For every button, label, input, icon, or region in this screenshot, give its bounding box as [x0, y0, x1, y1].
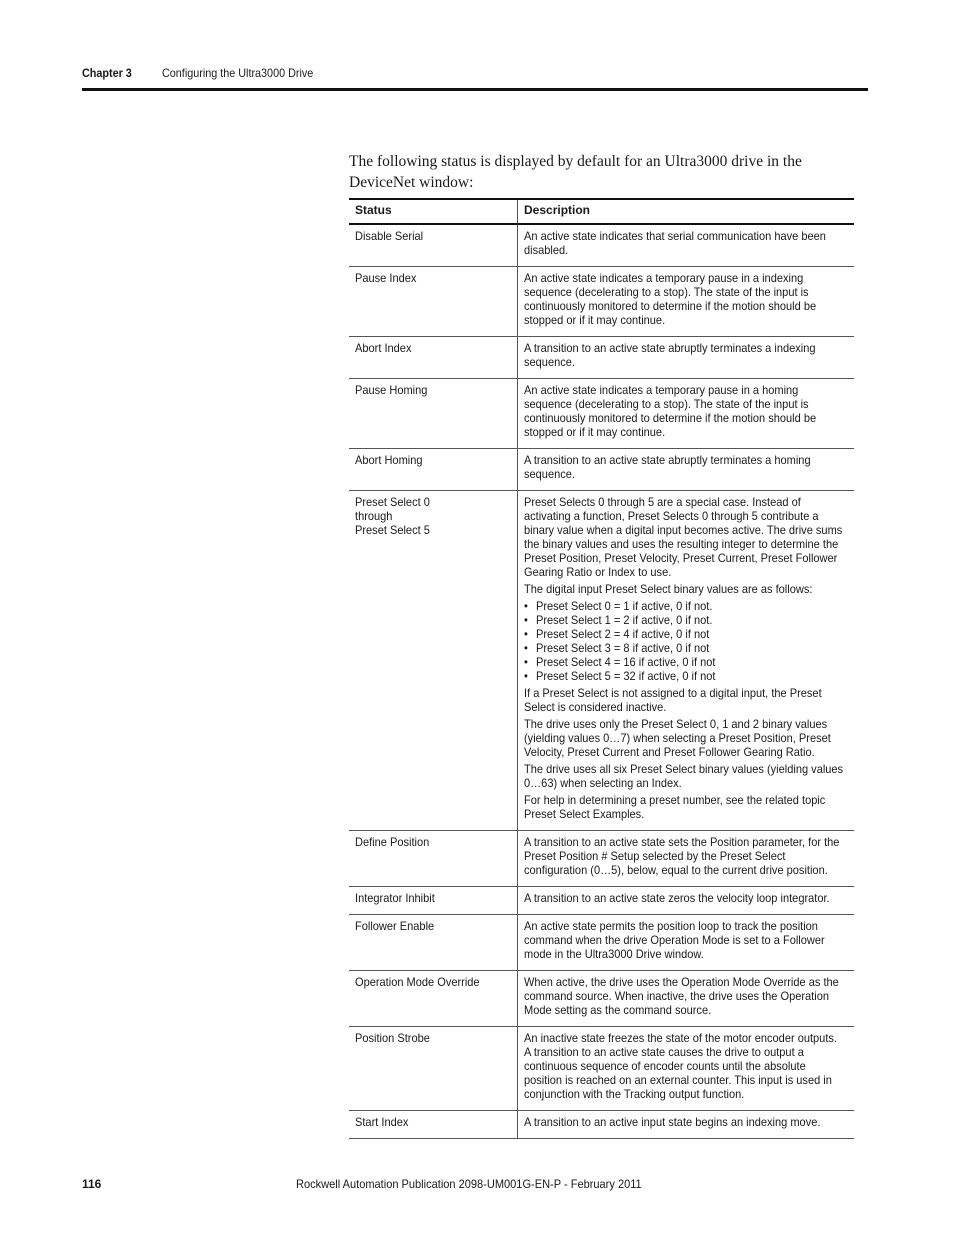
description-text: A transition to an active state abruptly terminates a indexing sequence. — [524, 341, 816, 369]
list-item: • Preset Select 1 = 2 if active, 0 if not. — [536, 613, 846, 627]
description-text: A transition to an active state zeros the velocity loop integrator. — [524, 891, 830, 905]
table-row — [349, 971, 854, 1027]
description-cell — [518, 1111, 855, 1139]
status-cell — [349, 915, 518, 971]
table-row — [349, 224, 854, 267]
status-cell — [349, 971, 518, 1027]
chapter-title: Configuring the Ultra3000 Drive — [162, 66, 314, 80]
list-item: • Preset Select 4 = 16 if active, 0 if not — [536, 655, 846, 669]
status-cell — [349, 1111, 518, 1139]
description-text: For help in determining a preset number, see the related topic Preset Select Examples. — [524, 793, 826, 821]
status-name: Preset Select 0 through Preset Select 5 — [355, 495, 430, 537]
status-cell — [349, 337, 518, 379]
description-text: An active state indicates that serial communication have been disabled. — [524, 229, 826, 257]
description-text: The drive uses all six Preset Select binary values (yielding values 0…63) when selecting an Index. — [524, 762, 844, 790]
column-header-status: Status — [349, 199, 518, 224]
status-name: Abort Homing — [355, 453, 423, 467]
status-name: Follower Enable — [355, 919, 435, 933]
description-text: A transition to an active state abruptly terminates a homing sequence. — [524, 453, 811, 481]
list-item: • Preset Select 3 = 8 if active, 0 if not — [536, 641, 846, 655]
table-row — [349, 267, 854, 337]
table-row — [349, 1027, 854, 1111]
status-cell — [349, 379, 518, 449]
status-name: Position Strobe — [355, 1031, 430, 1045]
table-row — [349, 379, 854, 449]
publication-info: Rockwell Automation Publication 2098-UM001G-EN-P - February 2011 — [296, 1177, 642, 1191]
description-cell — [518, 1027, 855, 1111]
description-text: When active, the drive uses the Operation Mode Override as the command source. When inactive, the drive uses the Operation Mode setting as the command source. — [524, 975, 839, 1017]
status-cell — [349, 831, 518, 887]
status-name: Start Index — [355, 1115, 409, 1129]
description-cell — [518, 224, 855, 267]
table-header-row — [349, 199, 854, 224]
status-name: Define Position — [355, 835, 430, 849]
description-cell — [518, 379, 855, 449]
status-name: Abort Index — [355, 341, 412, 355]
description-cell — [518, 887, 855, 915]
description-cell — [518, 915, 855, 971]
table-row — [349, 337, 854, 379]
description-text: The digital input Preset Select binary values are as follows: — [524, 582, 813, 596]
description-cell — [518, 267, 855, 337]
description-text: A transition to an active input state begins an indexing move. — [524, 1115, 821, 1129]
list-item: • Preset Select 2 = 4 if active, 0 if not — [536, 627, 846, 641]
status-cell — [349, 887, 518, 915]
header-rule — [82, 88, 868, 91]
description-text: An active state indicates a temporary pause in a indexing sequence (decelerating to a stop). The state of the input is continuously monitored to determine if the motion should be stopped or if it may continue. — [524, 271, 817, 327]
description-text: The drive uses only the Preset Select 0, 1 and 2 binary values (yielding values 0…7) when selecting a Preset Position, Preset Velocity, Preset Current and Preset Follower Gearing Ratio. — [524, 717, 831, 759]
description-cell — [518, 831, 855, 887]
status-name: Disable Serial — [355, 229, 424, 243]
description-text: A transition to an active state sets the Position parameter, for the Preset Position # Setup selected by the Preset Select configuration (0…5), below, equal to the current drive position. — [524, 835, 840, 877]
status-cell — [349, 267, 518, 337]
status-name: Integrator Inhibit — [355, 891, 435, 905]
chapter-label: Chapter 3 — [82, 66, 132, 80]
description-cell — [518, 491, 855, 831]
description-cell — [518, 449, 855, 491]
intro-paragraph: The following status is displayed by default for an Ultra3000 drive in the DeviceNet window: — [349, 152, 802, 191]
description-text: An active state permits the position loop to track the position command when the drive Operation Mode is set to a Follower mode in the Ultra3000 Drive window. — [524, 919, 825, 961]
table-row — [349, 887, 854, 915]
table-row — [349, 1111, 854, 1139]
status-cell — [349, 449, 518, 491]
description-text: If a Preset Select is not assigned to a digital input, the Preset Select is considered inactive. — [524, 686, 822, 714]
table-row — [349, 491, 854, 831]
description-cell — [518, 337, 855, 379]
list-item: • Preset Select 5 = 32 if active, 0 if not — [536, 669, 846, 683]
status-name: Pause Index — [355, 271, 417, 285]
description-text: An active state indicates a temporary pause in a homing sequence (decelerating to a stop). The state of the input is continuously monitored to determine if the motion should be stopped or if it may continue. — [524, 383, 817, 439]
table-row — [349, 449, 854, 491]
status-name: Pause Homing — [355, 383, 428, 397]
preset-value-list — [524, 599, 846, 683]
table-row — [349, 831, 854, 887]
status-name: Operation Mode Override — [355, 975, 480, 989]
status-cell — [349, 224, 518, 267]
description-text: An inactive state freezes the state of the motor encoder outputs. A transition to an active state causes the drive to output a continuous sequence of encoder counts until the absolute position is reached on an external counter. This input is used in conjunction with the Tracking output function. — [524, 1031, 837, 1101]
page-number: 116 — [82, 1177, 102, 1191]
description-cell — [518, 971, 855, 1027]
column-header-description: Description — [518, 199, 855, 224]
description-text: Preset Selects 0 through 5 are a special case. Instead of activating a function, Preset Selects 0 through 5 contribute a binary value when a digital input becomes active. The drive sums the binary values and uses the resulting integer to determine the Preset Position, Preset Velocity, Preset Current, Preset Follower Gearing Ratio or Index to use. — [524, 495, 843, 579]
list-item: • Preset Select 0 = 1 if active, 0 if not. — [536, 599, 846, 613]
status-table — [349, 198, 854, 1139]
table-row — [349, 915, 854, 971]
status-cell — [349, 1027, 518, 1111]
page-header — [82, 66, 868, 92]
status-cell — [349, 491, 518, 831]
